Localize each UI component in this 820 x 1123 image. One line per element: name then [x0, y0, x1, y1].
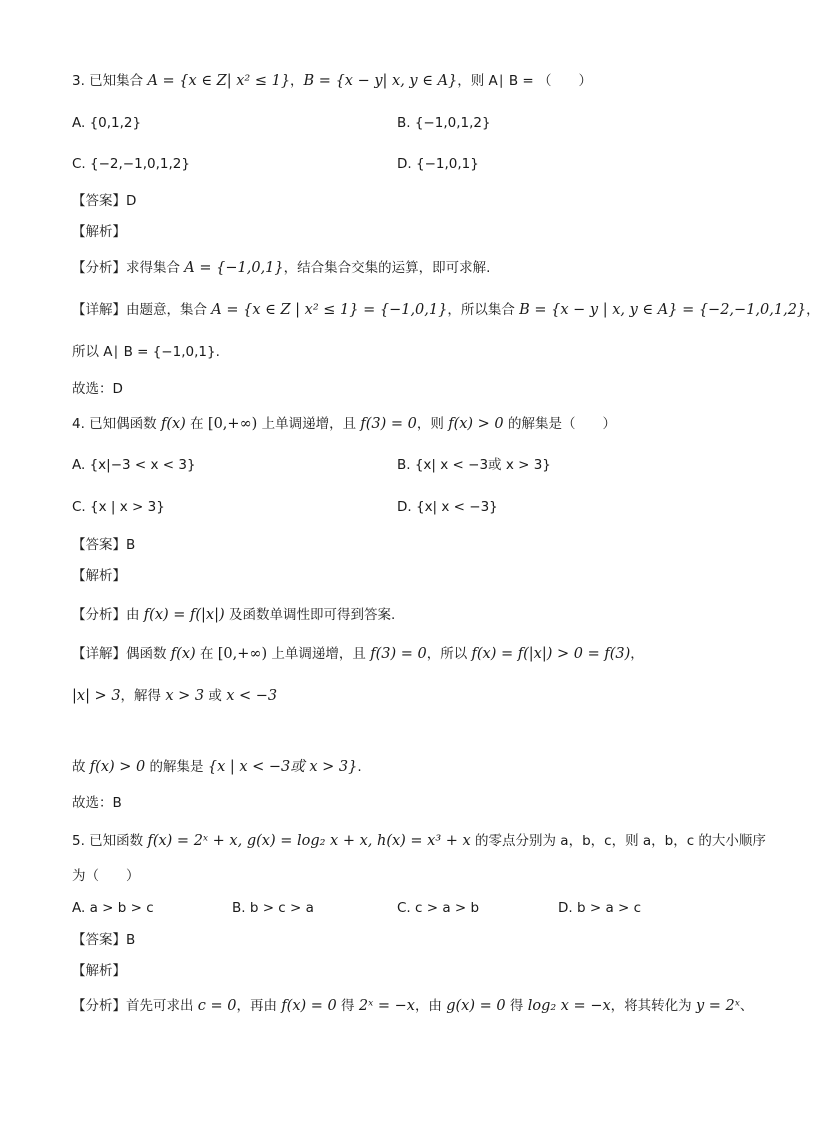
q5-fenxi-m3: 2ˣ = −x	[358, 998, 415, 1014]
q3-xiangjie-pre: 由题意，集合	[126, 302, 212, 318]
q3-xiangjie	[72, 300, 820, 320]
q4-conclusion-pre: 故	[72, 759, 90, 775]
q3-fenxi-pre: 求得集合	[126, 260, 185, 276]
q4-conclusion-m1: f(x) > 0	[89, 759, 146, 775]
q4-choose: 故选：B	[72, 795, 122, 811]
q5-fenxi-m2: f(x) = 0	[281, 998, 337, 1014]
q3-so-line: 所以 A∣ B = {−1,0,1}.	[72, 344, 220, 360]
q4-xiangjie-m2: [0,+∞)	[217, 646, 268, 662]
q3-analysis-title: 【解析】	[72, 224, 126, 240]
q3-option-d: D. {−1,0,1}	[397, 156, 479, 172]
q3-option-b: B. {−1,0,1,2}	[397, 115, 491, 131]
q5-stem	[72, 831, 766, 851]
q5-fenxi-mid5: ，将其转化为	[610, 998, 696, 1014]
q3-fenxi-post: ，结合集合交集的运算，即可求解.	[283, 260, 491, 276]
q5-fenxi-end: 、	[739, 998, 754, 1014]
q4-option-a: A. {x|−3 < x < 3}	[72, 457, 196, 473]
q3-sep: ，	[290, 73, 304, 89]
q4-stem	[72, 414, 616, 434]
q3-xiangjie-end: ，	[806, 302, 820, 318]
q3-xiangjie-math2: B = {x − y | x, y ∈ A} = {−2,−1,0,1,2}	[519, 302, 807, 318]
q4-xiangjie-mid3: ，所以	[426, 646, 472, 662]
q4-stem-m4: f(x) > 0	[448, 416, 504, 432]
q4-line2-mid: ，解得	[120, 688, 166, 704]
q4-fenxi-tag: 【分析】	[72, 607, 126, 623]
q4-xiangjie-pre: 偶函数	[126, 646, 171, 662]
q5-stem-pre: 5. 已知函数	[72, 833, 148, 849]
q3-set-b: B = {x − y| x, y ∈ A}	[303, 73, 458, 89]
q4-fenxi	[72, 605, 395, 625]
q5-fenxi-mid3: ，由	[414, 998, 447, 1014]
q5-fenxi-m5: log₂ x = −x	[527, 998, 611, 1014]
q5-fenxi	[72, 996, 753, 1016]
q3-ask: ，则 A∣ B = （ ）	[457, 73, 592, 89]
q5-fenxi-mid2: 得	[336, 998, 359, 1014]
q4-answer: 【答案】B	[72, 537, 136, 553]
q3-stem	[72, 71, 592, 91]
q3-option-c: C. {−2,−1,0,1,2}	[72, 156, 190, 172]
q4-stem-m1: f(x)	[160, 416, 186, 432]
q3-choose: 故选：D	[72, 381, 123, 397]
q3-fenxi-math: A = {−1,0,1}	[184, 260, 284, 276]
q4-stem-mid2: 上单调递增，且	[257, 416, 361, 432]
q4-line2-or: 或	[204, 688, 227, 704]
q3-answer: 【答案】D	[72, 193, 137, 209]
q3-fenxi	[72, 258, 490, 278]
q5-option-a: A. a > b > c	[72, 900, 154, 916]
q5-fenxi-mid4: 得	[505, 998, 528, 1014]
q4-fenxi-post: 及函数单调性即可得到答案.	[224, 607, 396, 623]
q4-stem-m3: f(3) = 0	[360, 416, 417, 432]
q4-line2	[72, 686, 277, 706]
q3-set-a: A = {x ∈ Z| x² ≤ 1}	[147, 73, 291, 89]
q3-option-a: A. {0,1,2}	[72, 115, 142, 131]
q3-xiangjie-mid: ，所以集合	[447, 302, 520, 318]
q5-option-b: B. b > c > a	[232, 900, 314, 916]
q4-option-b: B. {x| x < −3或 x > 3}	[397, 457, 551, 473]
q5-fenxi-m4: g(x) = 0	[446, 998, 506, 1014]
q5-stem-math: f(x) = 2ˣ + x, g(x) = log₂ x + x, h(x) = x³ + x	[147, 833, 471, 849]
q4-xiangjie-tag: 【详解】	[72, 646, 126, 662]
q5-option-c: C. c > a > b	[397, 900, 480, 916]
q4-option-d: D. {x| x < −3}	[397, 499, 498, 515]
q5-stem-post: 的零点分别为 a，b，c，则 a，b，c 的大小顺序	[470, 833, 766, 849]
q3-xiangjie-tag: 【详解】	[72, 302, 126, 318]
q4-xiangjie-end: ，	[630, 646, 644, 662]
q5-option-d: D. b > a > c	[558, 900, 642, 916]
q4-xiangjie-mid1: 在	[195, 646, 218, 662]
q5-fenxi-tag: 【分析】	[72, 998, 126, 1014]
q5-fenxi-pre: 首先可求出	[126, 998, 198, 1014]
q4-conclusion-m2: {x | x < −3或 x > 3}	[207, 759, 358, 775]
q4-option-c: C. {x | x > 3}	[72, 499, 165, 515]
q4-conclusion-end: .	[357, 759, 362, 775]
q5-fenxi-m6: y = 2ˣ	[695, 998, 740, 1014]
q5-fenxi-m1: c = 0	[197, 998, 237, 1014]
q4-xiangjie-m4: f(x) = f(|x|) > 0 = f(3)	[471, 646, 631, 662]
q4-line2-m3: x < −3	[226, 688, 278, 704]
q4-analysis-title: 【解析】	[72, 568, 126, 584]
q4-fenxi-math: f(x) = f(|x|)	[143, 607, 225, 623]
q5-analysis-title: 【解析】	[72, 963, 126, 979]
q4-stem-mid3: ，则	[416, 416, 449, 432]
q5-stem-line2: 为（ ）	[72, 868, 140, 884]
q3-fenxi-tag: 【分析】	[72, 260, 126, 276]
q4-xiangjie-mid2: 上单调递增，且	[267, 646, 371, 662]
q3-xiangjie-math1: A = {x ∈ Z | x² ≤ 1} = {−1,0,1}	[211, 302, 448, 318]
q4-conclusion-mid: 的解集是	[145, 759, 208, 775]
q4-line2-m2: x > 3	[165, 688, 205, 704]
q3-stem-text: 3. 已知集合	[72, 73, 144, 89]
q4-stem-pre: 4. 已知偶函数	[72, 416, 161, 432]
q4-conclusion	[72, 757, 362, 777]
q5-fenxi-mid1: ，再由	[236, 998, 282, 1014]
q4-stem-m2: [0,+∞)	[207, 416, 258, 432]
q4-fenxi-pre: 由	[126, 607, 144, 623]
q4-xiangjie	[72, 644, 644, 664]
q4-xiangjie-m1: f(x)	[170, 646, 196, 662]
q4-line2-m1: |x| > 3	[72, 688, 121, 704]
q5-answer: 【答案】B	[72, 932, 136, 948]
q4-stem-end: 的解集是（ ）	[503, 416, 616, 432]
q5-options	[72, 898, 641, 918]
q4-xiangjie-m3: f(3) = 0	[370, 646, 427, 662]
q4-stem-mid1: 在	[185, 416, 208, 432]
